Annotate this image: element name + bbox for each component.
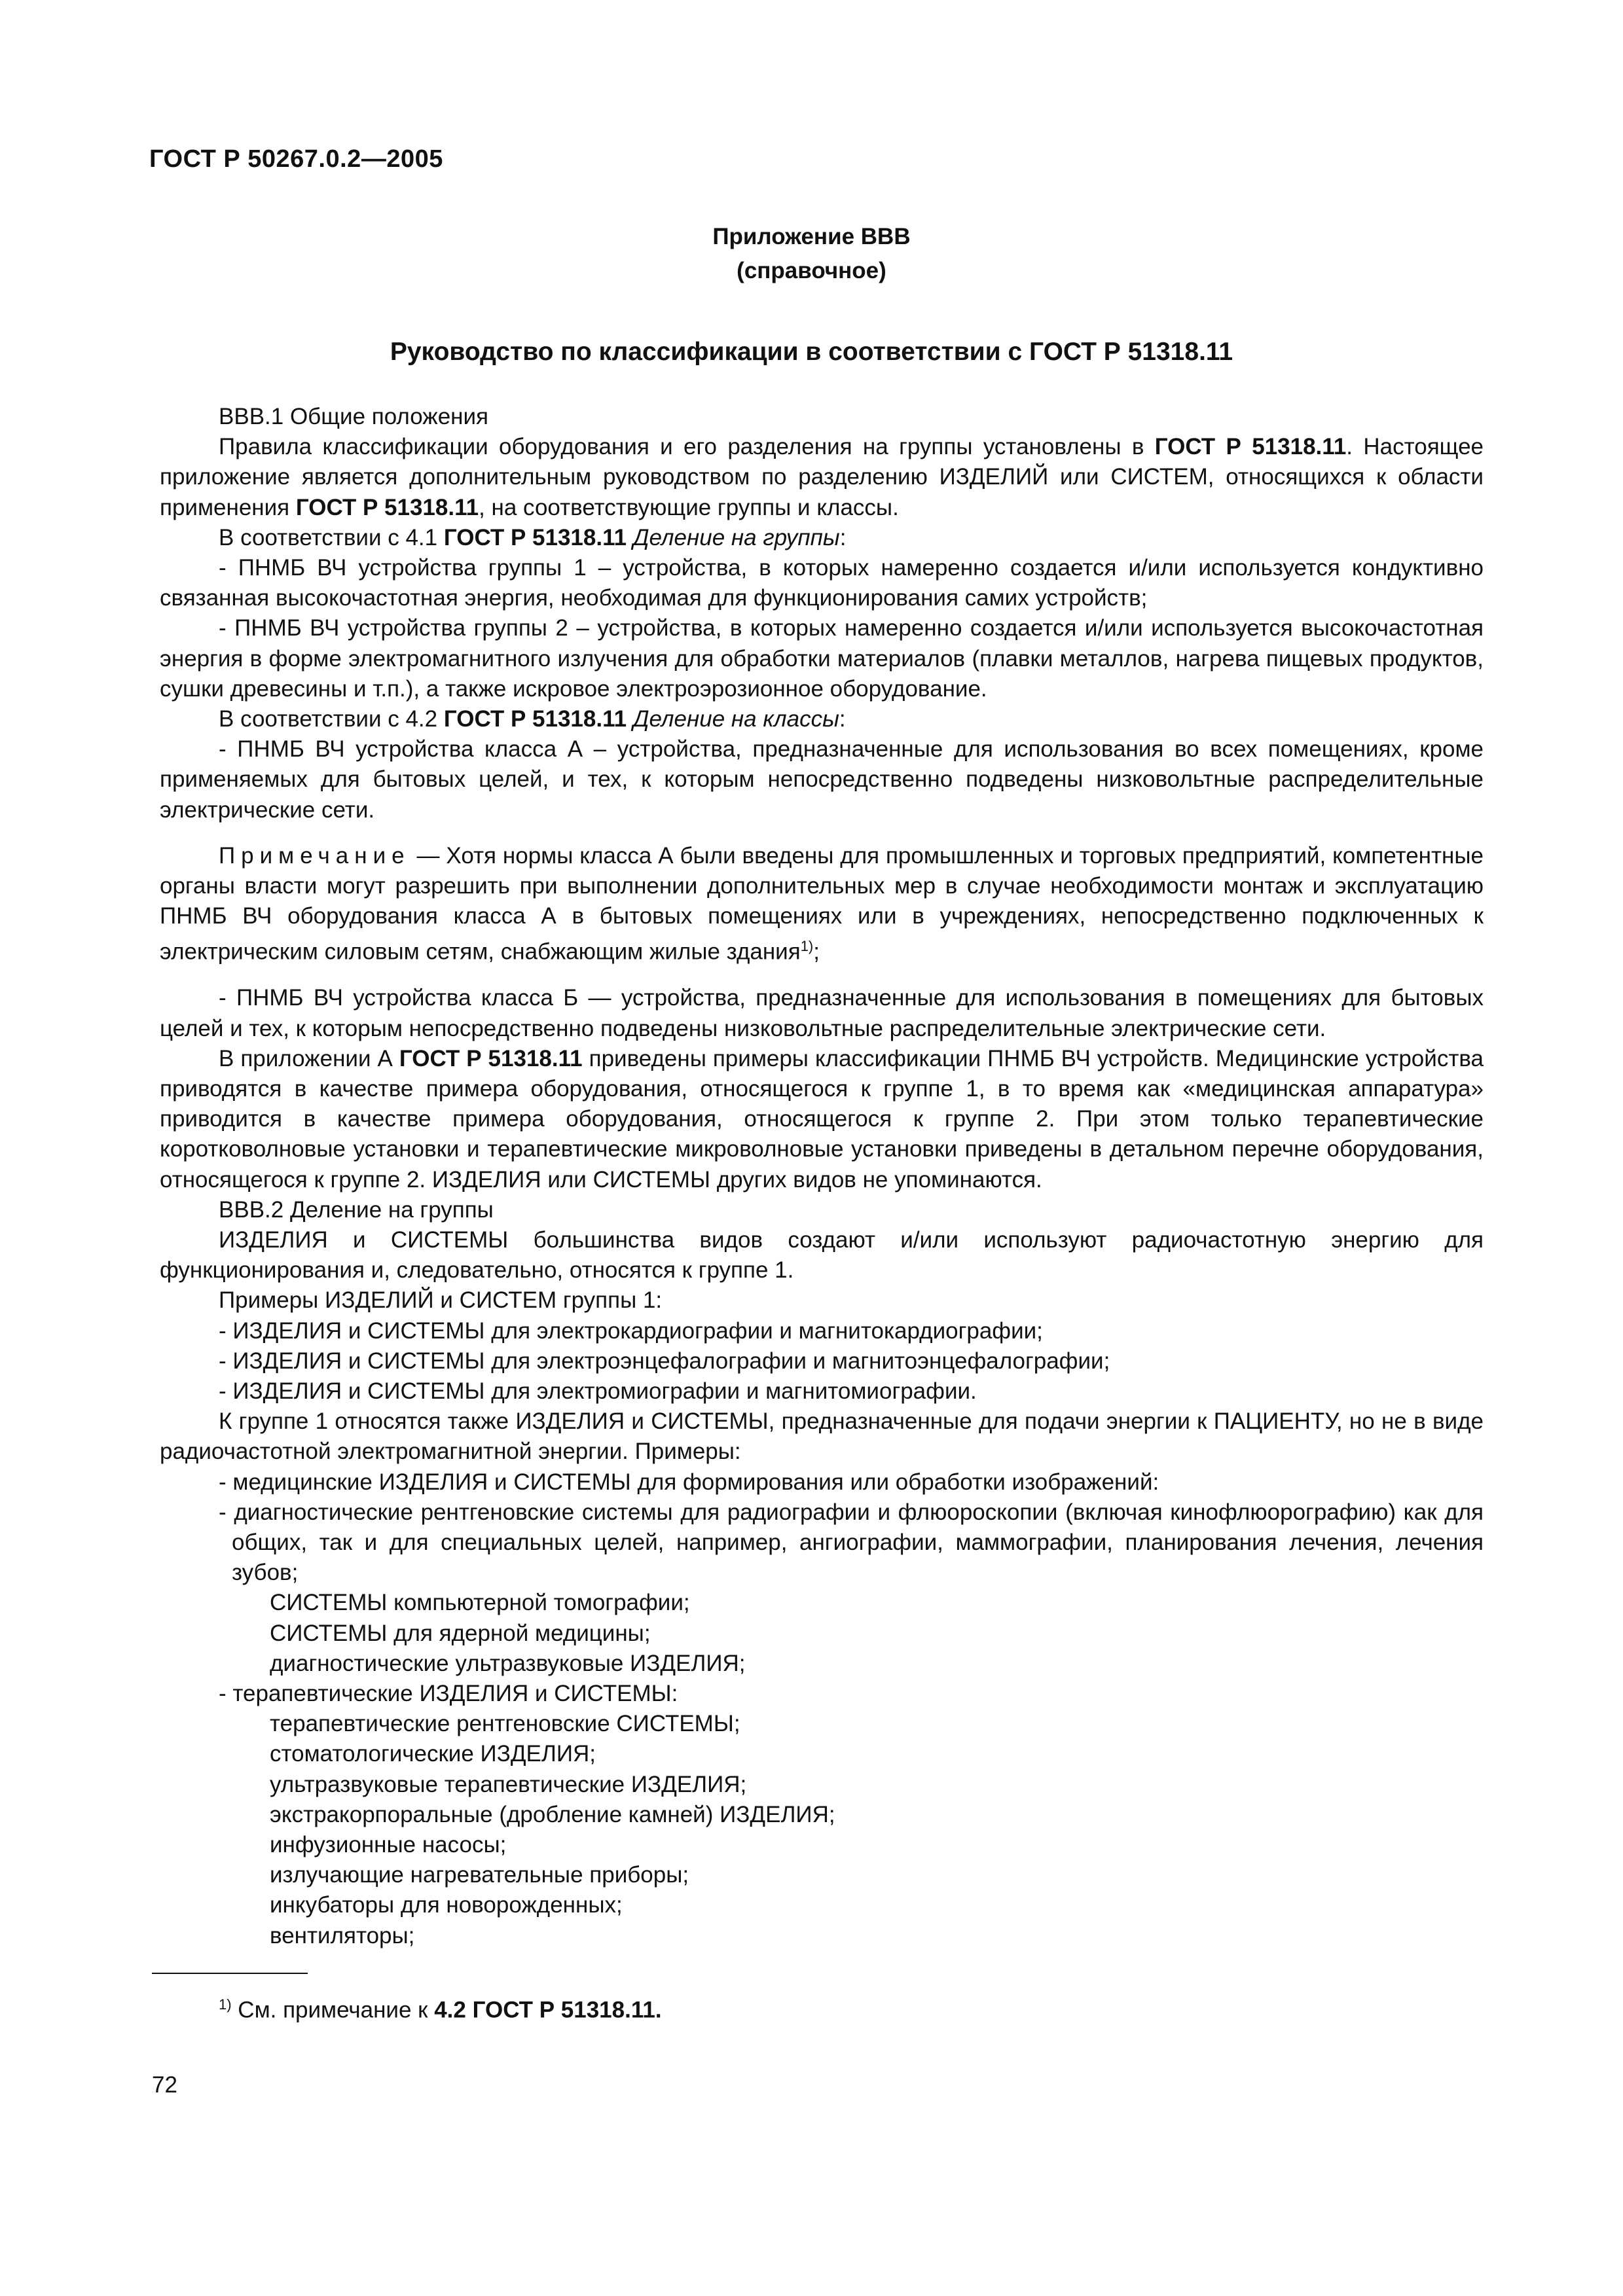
paragraph: Правила классификации оборудования и его разделения на группы установлены в ГОСТ Р 51318.11. Настоящее приложение является дополнительным руководством по разделению ИЗДЕЛИЙ или СИСТЕМ, относящихся к области применения ГОСТ Р 51318.11, на соответствующие группы и классы.	[160, 434, 1484, 520]
list-item: - диагностические рентгеновские системы для радиографии и флюороскопии (включая кинофлюорографию) как для общих, так и для специальных целей, например, ангиографии, маммографии, планирования лечения, лечения зубов;	[219, 1499, 1484, 1586]
page-number: 72	[152, 2072, 177, 2098]
sub-list-item: инфузионные насосы;	[270, 1832, 507, 1857]
sub-list-item: СИСТЕМЫ для ядерной медицины;	[270, 1620, 651, 1646]
document-body	[160, 402, 1484, 1951]
sub-list-item: вентиляторы;	[270, 1922, 415, 1948]
paragraph: - ПНМБ ВЧ устройства класса А – устройства, предназначенные для использования во всех помещениях, кроме применяемых для бытовых целей, и тех, к которым непосредственно подведены низковольтные распределительные электрические сети.	[160, 736, 1484, 823]
annex-title: Руководство по классификации в соответствии с ГОСТ Р 51318.11	[390, 338, 1233, 366]
section-heading: ВВВ.2 Деление на группы	[219, 1196, 494, 1223]
sub-list-item: ультразвуковые терапевтические ИЗДЕЛИЯ;	[270, 1771, 747, 1797]
list-item: - ИЗДЕЛИЯ и СИСТЕМЫ для электроэнцефалографии и магнитоэнцефалографии;	[219, 1348, 1110, 1374]
standard-header: ГОСТ Р 50267.0.2—2005	[149, 145, 443, 173]
footnote: $^{1)}$ См. примечание к 4.2 ГОСТ Р 51318.11.	[219, 1996, 662, 2023]
footnote-divider	[152, 1973, 308, 1974]
sub-list-item: терапевтические рентгеновские СИСТЕМЫ;	[270, 1711, 740, 1737]
list-item: - ИЗДЕЛИЯ и СИСТЕМЫ для электромиографии и магнитомиографии.	[219, 1378, 977, 1404]
sub-list-item: инкубаторы для новорожденных;	[270, 1892, 623, 1918]
annex-status: (справочное)	[737, 258, 886, 283]
paragraph: Примеры ИЗДЕЛИЙ и СИСТЕМ группы 1:	[219, 1287, 663, 1314]
paragraph: К группе 1 относятся также ИЗДЕЛИЯ и СИСТЕМЫ, предназначенные для подачи энергии к ПАЦИЕНТУ, но не в виде радиочастотной электромагнитной энергии. Примеры:	[160, 1408, 1484, 1465]
sub-list-item: СИСТЕМЫ компьютерной томографии;	[270, 1590, 690, 1616]
sub-list-item: излучающие нагревательные приборы;	[270, 1862, 689, 1888]
paragraph: - ПНМБ ВЧ устройства группы 2 – устройства, в которых намеренно создается и/или используется высокочастотная энергия в форме электромагнитного излучения для обработки материалов (плавки металлов, нагрева пищевых продуктов, сушки древесины и т.п.), а также искровое электроэрозионное оборудование.	[160, 615, 1484, 702]
note-label: Примечание	[219, 842, 410, 869]
footnote-mark: 1)	[219, 1996, 232, 2013]
list-item: - медицинские ИЗДЕЛИЯ и СИСТЕМЫ для формирования или обработки изображений:	[219, 1469, 1159, 1495]
paragraph: - ПНМБ ВЧ устройства класса Б — устройства, предназначенные для использования в помещениях для бытовых целей и тех, к которым непосредственно подведены низковольтные распределительные электрические сети.	[160, 985, 1484, 1041]
list-item: - ИЗДЕЛИЯ и СИСТЕМЫ для электрокардиографии и магнитокардиографии;	[219, 1318, 1043, 1344]
annex-label: Приложение ВВВ	[712, 224, 911, 249]
paragraph: В соответствии с 4.2 ГОСТ Р 51318.11 Деление на классы:	[219, 706, 846, 732]
paragraph: В соответствии с 4.1 ГОСТ Р 51318.11 Деление на группы:	[219, 524, 847, 550]
note: Примечание — Хотя нормы класса А были введены для промышленных и торговых предприятий, компетентные органы власти могут разрешить при выполнении дополнительных мер в случае необходимости монтаж и эксплуатацию ПНМБ ВЧ оборудования класса А в бытовых помещениях или в учреждениях, непосредственно подключенных к электрическим силовым сетям, снабжающим жилые здания$^{1)}$;	[160, 842, 1484, 965]
paragraph: В приложении А ГОСТ Р 51318.11 приведены примеры классификации ПНМБ ВЧ устройств. Медицинские устройства приводятся в качестве примера оборудования, относящегося к группе 1, в то время как «медицинская аппаратура» приводится в качестве примера оборудования, относящегося к группе 2. При этом только терапевтические коротковолновые установки и терапевтические микроволновые установки приведены в детальном перечне оборудования, относящегося к группе 2. ИЗДЕЛИЯ или СИСТЕМЫ других видов не упоминаются.	[160, 1045, 1484, 1193]
paragraph: ИЗДЕЛИЯ и СИСТЕМЫ большинства видов создают и/или используют радиочастотную энергию для функционирования и, следовательно, относятся к группе 1.	[160, 1227, 1484, 1283]
sub-list-item: стоматологические ИЗДЕЛИЯ;	[270, 1741, 596, 1767]
section-heading: ВВВ.1 Общие положения	[219, 404, 489, 429]
paragraph: - ПНМБ ВЧ устройства группы 1 – устройства, в которых намеренно создается и/или используется кондуктивно связанная высокочастотная энергия, необходимая для функционирования самих устройств;	[160, 555, 1484, 611]
footnote-ref: 1)	[800, 938, 814, 955]
list-item: - терапевтические ИЗДЕЛИЯ и СИСТЕМЫ:	[219, 1680, 678, 1706]
sub-list-item: экстракорпоральные (дробление камней) ИЗДЕЛИЯ;	[270, 1801, 835, 1827]
annex-heading	[0, 220, 1623, 288]
sub-list-item: диагностические ультразвуковые ИЗДЕЛИЯ;	[270, 1650, 746, 1676]
